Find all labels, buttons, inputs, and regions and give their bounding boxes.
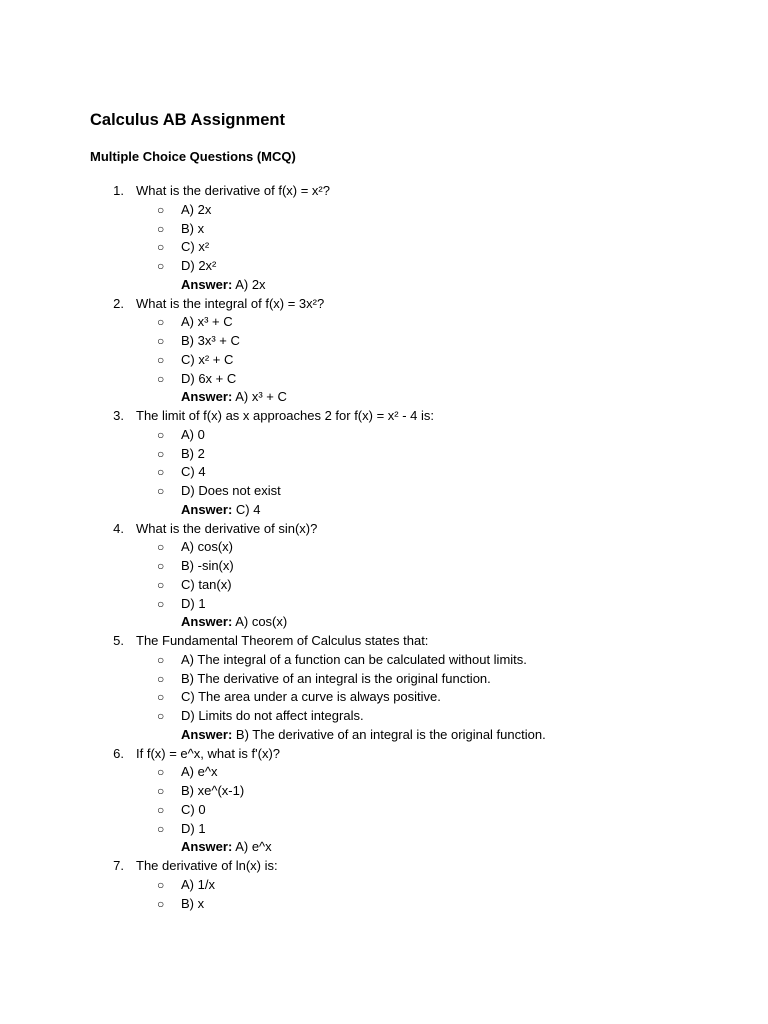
answer-option <box>0 820 768 839</box>
option-text: B) -sin(x) <box>181 558 234 573</box>
question-item <box>0 182 768 201</box>
option-text: C) x² + C <box>181 351 234 367</box>
answer-option <box>0 576 768 595</box>
answer-value: A) 2x <box>235 276 266 292</box>
answer-option <box>0 332 768 351</box>
answer-value: A) x³ + C <box>235 389 287 405</box>
answer-line <box>0 838 768 857</box>
option-text: C) x² <box>181 239 210 255</box>
answer-option <box>0 220 768 239</box>
option-text: D) 6x + C <box>181 370 237 386</box>
question-number: 7. <box>113 858 124 873</box>
option-text: D) 1 <box>181 820 206 836</box>
hollow-circle-bullet-icon: ○ <box>157 802 165 817</box>
hollow-circle-bullet-icon: ○ <box>157 577 165 592</box>
question-number: 6. <box>113 745 124 761</box>
answer-label: Answer: <box>181 839 233 855</box>
question-text: What is the derivative of sin(x)? <box>136 520 318 536</box>
hollow-circle-bullet-icon: ○ <box>157 315 165 330</box>
option-text: A) cos(x) <box>181 539 233 555</box>
answer-option <box>0 370 768 389</box>
answer-content <box>181 613 287 632</box>
hollow-circle-bullet-icon: ○ <box>157 240 165 255</box>
question-number: 3. <box>113 408 124 423</box>
hollow-circle-bullet-icon: ○ <box>157 259 165 273</box>
answer-option <box>0 688 768 707</box>
answer-value: B) The derivative of an integral is the original function. <box>235 726 546 742</box>
question-number: 4. <box>113 520 124 536</box>
option-text: C) 4 <box>181 464 206 480</box>
hollow-circle-bullet-icon: ○ <box>157 671 165 686</box>
hollow-circle-bullet-icon: ○ <box>157 652 165 667</box>
question-item <box>0 632 768 651</box>
answer-option <box>0 201 768 220</box>
answer-option <box>0 707 768 726</box>
answer-option <box>0 763 768 782</box>
question-number: 1. <box>113 183 124 198</box>
question-item <box>0 295 768 314</box>
question-number: 5. <box>113 633 124 648</box>
hollow-circle-bullet-icon: ○ <box>157 221 165 236</box>
hollow-circle-bullet-icon: ○ <box>157 484 165 498</box>
question-item <box>0 407 768 426</box>
answer-option <box>0 782 768 801</box>
answer-line <box>0 726 768 745</box>
hollow-circle-bullet-icon: ○ <box>157 540 165 555</box>
option-text: D) 2x² <box>181 258 217 273</box>
answer-content <box>181 388 287 407</box>
answer-content <box>181 276 266 295</box>
hollow-circle-bullet-icon: ○ <box>157 427 165 442</box>
question-text: The Fundamental Theorem of Calculus states that: <box>136 633 429 648</box>
answer-option <box>0 463 768 482</box>
section-heading: Multiple Choice Questions (MCQ) <box>90 149 296 164</box>
answer-value: A) cos(x) <box>235 614 288 630</box>
answer-option <box>0 482 768 501</box>
question-text: The derivative of ln(x) is: <box>136 858 278 873</box>
answer-label: Answer: <box>181 389 233 405</box>
question-item <box>0 520 768 539</box>
answer-option <box>0 313 768 332</box>
answer-option <box>0 595 768 614</box>
question-list <box>0 182 768 913</box>
hollow-circle-bullet-icon: ○ <box>157 465 165 480</box>
question-text: The limit of f(x) as x approaches 2 for f(x) = x² - 4 is: <box>136 408 435 423</box>
hollow-circle-bullet-icon: ○ <box>157 352 165 367</box>
option-text: B) xe^(x-1) <box>181 783 245 798</box>
option-text: D) Does not exist <box>181 483 281 498</box>
answer-option <box>0 257 768 276</box>
option-text: A) x³ + C <box>181 314 233 330</box>
document-title: Calculus AB Assignment <box>90 111 285 129</box>
answer-content <box>181 501 260 520</box>
option-text: A) e^x <box>181 764 218 780</box>
option-text: B) 2 <box>181 445 205 461</box>
hollow-circle-bullet-icon: ○ <box>157 896 165 911</box>
question-item <box>0 857 768 876</box>
answer-option <box>0 351 768 370</box>
answer-option <box>0 445 768 464</box>
option-text: C) tan(x) <box>181 576 232 592</box>
answer-option <box>0 426 768 445</box>
answer-option <box>0 238 768 257</box>
question-item <box>0 745 768 764</box>
answer-line <box>0 613 768 632</box>
answer-option <box>0 670 768 689</box>
answer-line <box>0 276 768 295</box>
option-text: B) The derivative of an integral is the original function. <box>181 670 491 686</box>
hollow-circle-bullet-icon: ○ <box>157 784 165 798</box>
option-text: A) The integral of a function can be calculated without limits. <box>181 651 527 667</box>
answer-option <box>0 557 768 576</box>
question-number: 2. <box>113 295 124 311</box>
answer-content <box>181 726 546 745</box>
answer-label: Answer: <box>181 276 233 292</box>
option-text: A) 1/x <box>181 876 215 892</box>
hollow-circle-bullet-icon: ○ <box>157 877 165 892</box>
hollow-circle-bullet-icon: ○ <box>157 690 165 705</box>
answer-value: A) e^x <box>235 839 272 855</box>
option-text: B) 3x³ + C <box>181 333 240 348</box>
answer-label: Answer: <box>181 501 233 517</box>
question-text: What is the integral of f(x) = 3x²? <box>136 295 325 311</box>
hollow-circle-bullet-icon: ○ <box>157 821 165 836</box>
answer-option <box>0 895 768 914</box>
option-text: A) 0 <box>181 426 205 442</box>
answer-line <box>0 501 768 520</box>
hollow-circle-bullet-icon: ○ <box>157 765 165 780</box>
hollow-circle-bullet-icon: ○ <box>157 559 165 573</box>
answer-option <box>0 876 768 895</box>
option-text: D) Limits do not affect integrals. <box>181 708 364 723</box>
option-text: B) x <box>181 895 205 911</box>
answer-label: Answer: <box>181 614 233 630</box>
hollow-circle-bullet-icon: ○ <box>157 596 165 611</box>
hollow-circle-bullet-icon: ○ <box>157 446 165 461</box>
answer-option <box>0 801 768 820</box>
option-text: C) 0 <box>181 801 206 817</box>
hollow-circle-bullet-icon: ○ <box>157 202 165 217</box>
answer-value: C) 4 <box>235 501 261 517</box>
option-text: C) The area under a curve is always positive. <box>181 689 441 705</box>
answer-content <box>181 838 272 857</box>
hollow-circle-bullet-icon: ○ <box>157 334 165 348</box>
option-text: D) 1 <box>181 595 206 611</box>
hollow-circle-bullet-icon: ○ <box>157 371 165 386</box>
answer-label: Answer: <box>181 726 233 742</box>
question-text: What is the derivative of f(x) = x²? <box>136 183 330 198</box>
answer-option <box>0 651 768 670</box>
question-text: If f(x) = e^x, what is f'(x)? <box>136 745 281 761</box>
option-text: A) 2x <box>181 201 212 217</box>
answer-option <box>0 538 768 557</box>
hollow-circle-bullet-icon: ○ <box>157 709 165 723</box>
answer-line <box>0 388 768 407</box>
option-text: B) x <box>181 220 205 236</box>
